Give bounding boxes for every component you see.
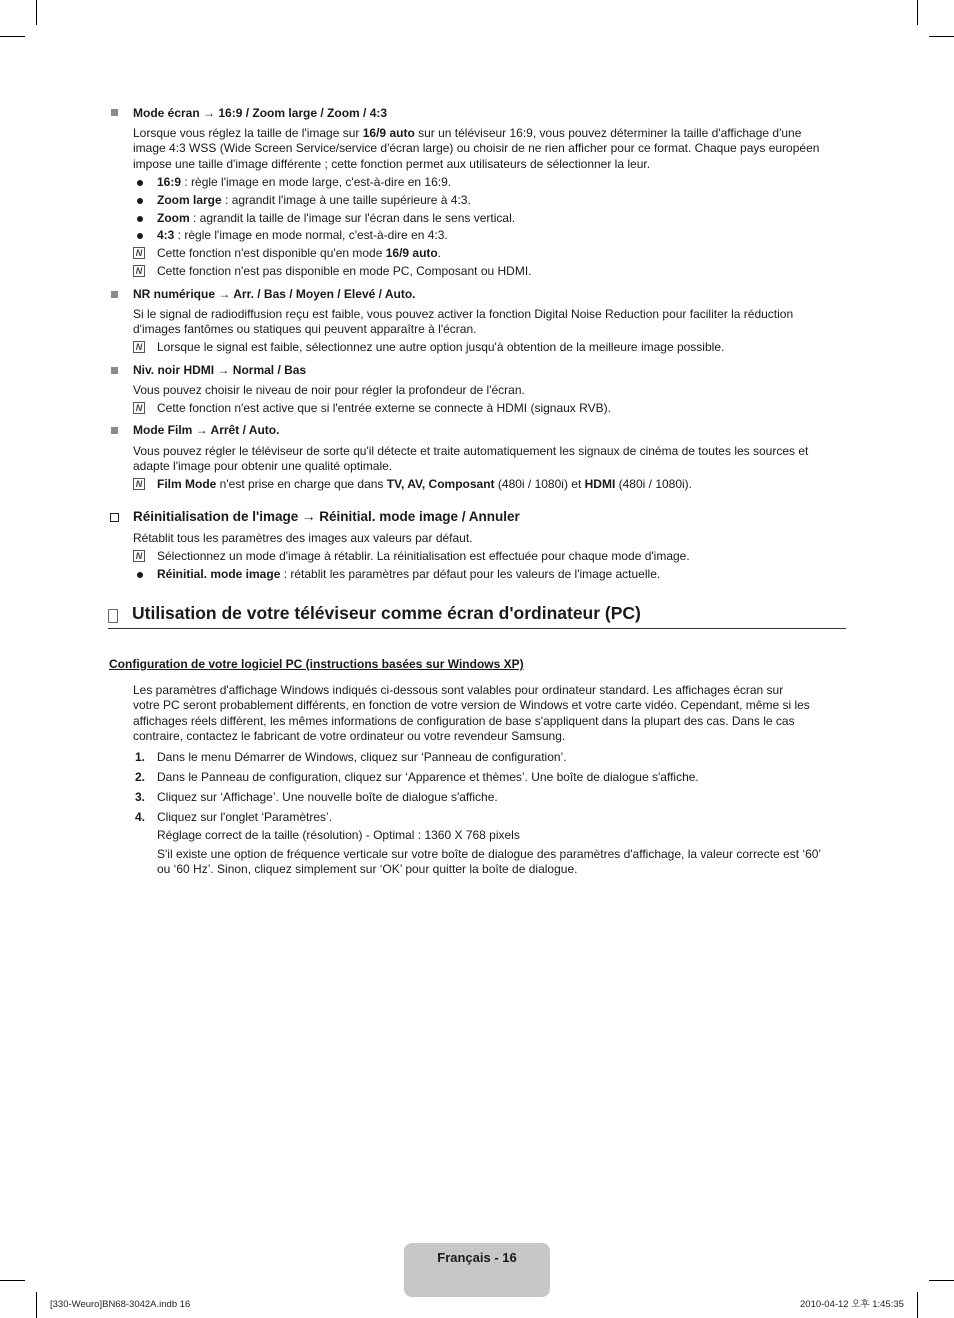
note-icon: N (133, 550, 145, 562)
crop-mark (0, 1280, 25, 1281)
note-text (157, 477, 847, 492)
text-line: votre PC seront probablement différents, en fonction de votre version de Windows et votre carte vidéo. Cependant, même si les (133, 698, 810, 713)
note-text: Sélectionnez un mode d'image à rétablir. La réinitialisation est effectuée pour chaque mode d'image. (157, 549, 690, 563)
text-run: . (437, 246, 442, 260)
bullet-icon (137, 233, 143, 239)
bullet-term: Réinitial. mode image (157, 567, 281, 581)
nr-paragraph (133, 307, 845, 338)
hdmi-paragraph: Vous pouvez choisir le niveau de noir pour régler la profondeur de l'écran. (133, 383, 525, 397)
note-icon: N (133, 402, 145, 414)
bullet-icon (137, 572, 143, 578)
text-run: (480i / 1080i) et (494, 477, 585, 491)
bullet-text: : agrandit l'image à une taille supérieure à 4:3. (221, 193, 471, 207)
reinit-heading: Réinitialisation de l'image → Réinitial. mode image / Annuler (133, 509, 520, 524)
film-heading: Mode Film → Arrêt / Auto. (133, 423, 280, 437)
list-item (157, 211, 847, 226)
pc-heading: Utilisation de votre téléviseur comme écran d'ordinateur (PC) (132, 603, 641, 623)
text-run-bold: 16/9 auto (385, 246, 438, 260)
text-line: Cliquez sur l'onglet ‘Paramètres’. (157, 810, 333, 824)
section-divider (108, 628, 846, 629)
step-text: Dans le menu Démarrer de Windows, cliquez sur ‘Panneau de configuration’. (157, 750, 567, 764)
bullet-text: : règle l'image en mode large, c'est-à-dire en 16:9. (181, 175, 452, 189)
mode-ecran-heading: Mode écran → 16:9 / Zoom large / Zoom / 4:3 (133, 106, 388, 120)
note-text: Cette fonction n'est pas disponible en mode PC, Composant ou HDMI. (157, 264, 532, 278)
text-line: ou ‘60 Hz’. Sinon, cliquez simplement sur ‘OK’ pour quitter la boîte de dialogue. (157, 861, 578, 876)
mode-ecran-paragraph (133, 126, 845, 172)
crop-mark (917, 0, 918, 25)
bullet-text: : rétablit les paramètres par défaut pour les valeurs de l'image actuelle. (280, 567, 661, 581)
bullet-term: 4:3 (157, 228, 175, 242)
text-run: (480i / 1080i). (615, 477, 693, 491)
list-item (157, 567, 847, 582)
step-text: Dans le Panneau de configuration, cliquez sur ‘Apparence et thèmes’. Une boîte de dialogue s'affiche. (157, 770, 699, 784)
bullet-icon (137, 180, 143, 186)
list-item (157, 193, 847, 208)
film-paragraph (133, 444, 845, 475)
crop-mark (929, 1280, 954, 1281)
step-number: 4. (135, 810, 146, 824)
text-line: Si le signal de radiodiffusion reçu est faible, vous pouvez activer la fonction Digital Noise Reduction pour faciliter la réduction (133, 307, 794, 321)
pc-intro-paragraph (133, 683, 845, 744)
crop-mark (36, 1292, 37, 1318)
bullet-text: : agrandit la taille de l'image sur l'écran dans le sens vertical. (189, 211, 516, 225)
crop-mark (929, 36, 954, 37)
nr-heading: NR numérique → Arr. / Bas / Moyen / Elevé / Auto. (133, 287, 416, 301)
bullet-term: Zoom large (157, 193, 222, 207)
checkbox-icon (110, 513, 119, 522)
note-text: Cette fonction n'est active que si l'entrée externe se connecte à HDMI (signaux RVB). (157, 401, 611, 415)
text-line: Les paramètres d'affichage Windows indiqués ci-dessous sont valables pour ordinateur standard. Les affichages écran sur (133, 683, 784, 697)
config-heading: Configuration de votre logiciel PC (instructions basées sur Windows XP) (109, 657, 524, 671)
section-square-icon (111, 427, 118, 434)
list-item (157, 228, 847, 243)
note-icon: N (133, 478, 145, 490)
note-text: Lorsque le signal est faible, sélectionnez une autre option jusqu'à obtention de la meilleure image possible. (157, 340, 725, 354)
text-line: adapte l'image pour obtenir une qualité optimale. (133, 459, 393, 474)
section-square-icon (111, 291, 118, 298)
file-info: [330-Weuro]BN68-3042A.indb 16 (50, 1299, 191, 1310)
text-run-bold: Film Mode (157, 477, 217, 491)
list-item (157, 175, 847, 190)
bullet-icon (137, 216, 143, 222)
crop-mark (36, 0, 37, 25)
print-timestamp: 2010-04-12 오후 1:45:35 (800, 1299, 904, 1310)
text-run: n'est prise en charge que dans (216, 477, 387, 491)
note-icon: N (133, 265, 145, 277)
text-run-bold: 16/9 auto (362, 126, 415, 140)
step-text (157, 810, 847, 877)
step-number: 3. (135, 790, 146, 804)
text-line: contraire, contactez le fabricant de votre ordinateur ou votre revendeur Samsung. (133, 728, 566, 743)
note-icon: N (133, 341, 145, 353)
text-line: S'il existe une option de fréquence verticale sur votre boîte de dialogue des paramètres d'affichage, la valeur correcte est ‘60’ (157, 846, 822, 861)
reinit-paragraph: Rétablit tous les paramètres des images aux valeurs par défaut. (133, 531, 473, 545)
text-run-bold: TV, AV, Composant (386, 477, 495, 491)
bullet-text: : règle l'image en mode normal, c'est-à-dire en 4:3. (174, 228, 448, 242)
page-number: Français - 16 (437, 1250, 517, 1265)
crop-mark (0, 36, 25, 37)
text-run: Lorsque vous réglez la taille de l'image sur (133, 126, 363, 140)
section-marker-icon (108, 609, 118, 623)
text-line: image 4:3 WSS (Wide Screen Service/service d'écran large) ou choisir de ne rien afficher pour ce format. Chaque pays européen (133, 141, 820, 156)
text-run-bold: HDMI (584, 477, 616, 491)
step-number: 1. (135, 750, 146, 764)
text-line: Réglage correct de la taille (résolution) - Optimal : 1360 X 768 pixels (157, 828, 520, 843)
crop-mark (917, 1292, 918, 1318)
text-line: impose une taille d'image différente ; cette fonction permet aux utilisateurs de sélectionner la leur. (133, 156, 651, 171)
text-line: affichages réels diffèrent, les mêmes informations de configuration de base s'appliquent dans la plupart des cas. Dans le cas (133, 713, 795, 728)
section-square-icon (111, 109, 118, 116)
text-run: sur un téléviseur 16:9, vous pouvez déterminer la taille d'affichage d'une (414, 126, 802, 140)
bullet-icon (137, 198, 143, 204)
text-run: Cette fonction n'est disponible qu'en mode (157, 246, 386, 260)
step-number: 2. (135, 770, 146, 784)
note-icon: N (133, 247, 145, 259)
text-line: d'images fantômes ou statiques qui peuvent apparaître à l'écran. (133, 322, 477, 337)
step-text: Cliquez sur ‘Affichage’. Une nouvelle boîte de dialogue s'affiche. (157, 790, 498, 804)
text-line: Vous pouvez régler le téléviseur de sorte qu'il détecte et traite automatiquement les signaux de cinéma de toutes les sources et (133, 444, 809, 458)
hdmi-heading: Niv. noir HDMI → Normal / Bas (133, 363, 307, 377)
bullet-term: 16:9 (157, 175, 182, 189)
section-square-icon (111, 367, 118, 374)
bullet-term: Zoom (157, 211, 190, 225)
note-text (157, 246, 847, 261)
